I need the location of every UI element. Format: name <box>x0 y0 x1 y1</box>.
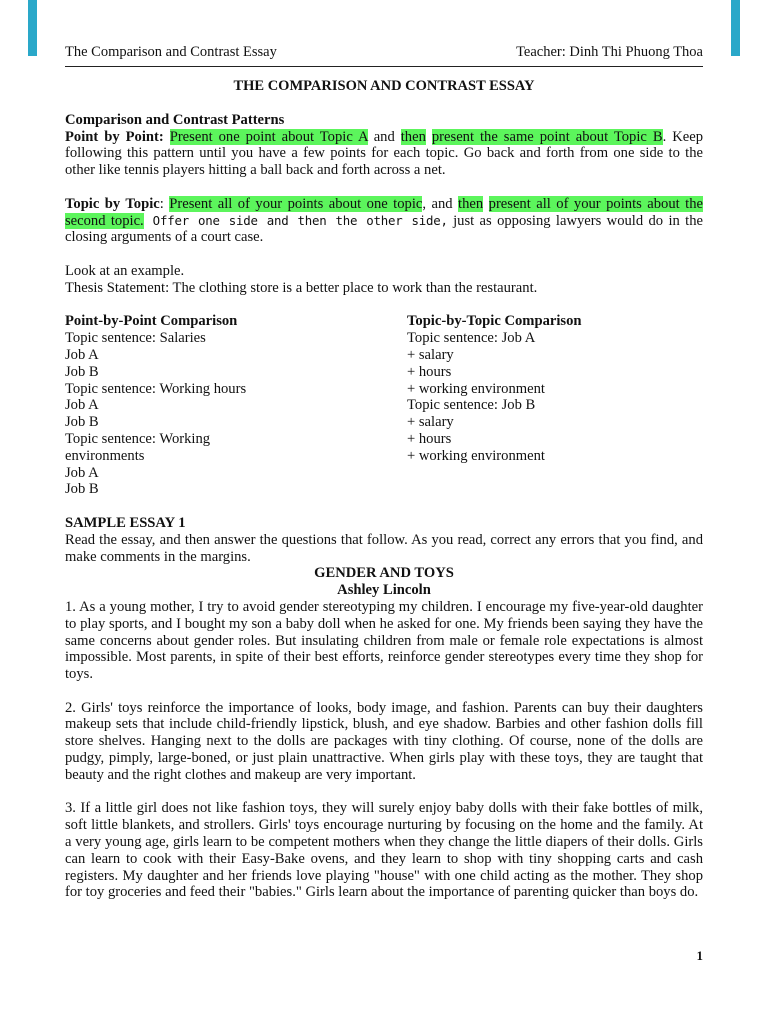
outline-line: Topic sentence: Job B <box>407 397 536 414</box>
outline-line: Topic sentence: Salaries <box>65 330 206 347</box>
essay-title: GENDER AND TOYS <box>314 565 454 582</box>
sample-instructions: Read the essay, and then answer the questions that follow. As you read, correct any errors that you find, and make comments in the margins. <box>65 531 703 565</box>
point-by-point-label: Point by Point: <box>65 128 164 145</box>
sample-essay-heading: SAMPLE ESSAY 1 <box>65 514 186 531</box>
essay-paragraph: 1. As a young mother, I try to avoid gender stereotyping my children. I encourage my five-year-old daughter to play sports, and I bought my son a baby doll when he asked for one. My friends been saying they have the same concerns about gender roles. But insulating children from male or female role expectations is almost impossible. Most parents, in spite of their best efforts, reinforce gender stereotypes every time they shop for toys. <box>65 598 703 683</box>
outline-line: environments <box>65 447 145 464</box>
point-by-point-column <box>65 313 407 498</box>
outline-line: + hours <box>407 430 452 447</box>
outline-line: + salary <box>407 346 454 363</box>
header-document-title: The Comparison and Contrast Essay <box>65 44 277 60</box>
outline-line: + working environment <box>407 380 545 397</box>
outline-line: Job A <box>65 346 99 363</box>
header-teacher-name: Teacher: Dinh Thi Phuong Thoa <box>516 44 703 60</box>
point-by-point-heading: Point-by-Point Comparison <box>65 313 238 330</box>
point-by-point-paragraph: Point by Point: Present one point about Topic A and then present the same point about Topic B. Keep following this pattern until you have a few points for each topic. Go back and forth from one side to the other like tennis players hitting a ball back and forth across a net. <box>65 128 704 179</box>
outline-line: Topic sentence: Working hours <box>65 380 247 397</box>
comparison-columns <box>65 313 703 498</box>
page-header <box>65 44 703 67</box>
outline-line: + working environment <box>407 447 545 464</box>
page-number: 1 <box>696 948 703 963</box>
outline-line: + hours <box>407 363 452 380</box>
topic-by-topic-label: Topic by Topic <box>65 195 160 212</box>
essay-paragraph: 2. Girls' toys reinforce the importance of looks, body image, and fashion. Parents can buy their daughters makeup sets that include child-friendly lipstick, blush, and eye shadow. Barbies and other fashion dolls fill store shelves. Hanging next to the dolls are packages with tiny clothing. Of course, none of the dolls are pudgy, pimply, large-boned, or just plain unattractive. When girls play with these toys, they are taught that beauty and the right clothes and makeup are very important. <box>65 699 703 783</box>
left-margin-bar <box>28 0 37 56</box>
thesis-statement: Thesis Statement: The clothing store is a better place to work than the restaurant. <box>65 279 538 296</box>
outline-line: Job B <box>65 414 99 431</box>
patterns-heading: Comparison and Contrast Patterns <box>65 111 285 128</box>
highlight-text: present all of your points about the second topic. <box>65 195 703 229</box>
highlight-text: present the same point about Topic B <box>431 128 663 145</box>
monospace-text: Offer one side and then the other side, <box>143 212 448 228</box>
topic-by-topic-heading: Topic-by-Topic Comparison <box>407 313 582 330</box>
highlight-text: then <box>458 195 484 212</box>
outline-line: + salary <box>407 414 454 431</box>
page-title: THE COMPARISON AND CONTRAST ESSAY <box>233 78 535 94</box>
highlight-text: then <box>400 128 426 145</box>
topic-by-topic-column <box>407 313 703 498</box>
topic-by-topic-paragraph: Topic by Topic: Present all of your points about one topic, and then present all of your points about the second topic. Offer one side and then the other side, just as opposing lawyers would do in the closing arguments of a court case. <box>65 195 703 246</box>
document-body <box>65 78 703 901</box>
example-intro: Look at an example. <box>65 262 185 279</box>
outline-line: Job B <box>65 481 99 498</box>
essay-author: Ashley Lincoln <box>337 582 431 599</box>
outline-line: Job A <box>65 464 99 481</box>
essay-paragraph: 3. If a little girl does not like fashion toys, they will surely enjoy baby dolls with their fake bottles of milk, soft little blankets, and strollers. Girls' toys encourage nurturing by focusing on the home and the family. At a very young age, girls learn to be competent mothers when they change the little diapers of their dolls. Girls can learn to cook with their Easy-Bake ovens, and they learn to shop with tiny shopping carts and cash registers. My daughter and her friends love playing "house" with one child acting as the mother. They shop for toy groceries and feed their "babies." Girls learn about the importance of parenting quicker than boys do. <box>65 800 703 901</box>
outline-line: Job B <box>65 363 99 380</box>
outline-line: Topic sentence: Working <box>65 430 211 447</box>
outline-line: Job A <box>65 397 99 414</box>
outline-line: Topic sentence: Job A <box>407 330 536 347</box>
highlight-text: Present one point about Topic A <box>169 128 368 145</box>
right-margin-bar <box>731 0 740 56</box>
highlight-text: Present all of your points about one topic <box>169 195 423 212</box>
